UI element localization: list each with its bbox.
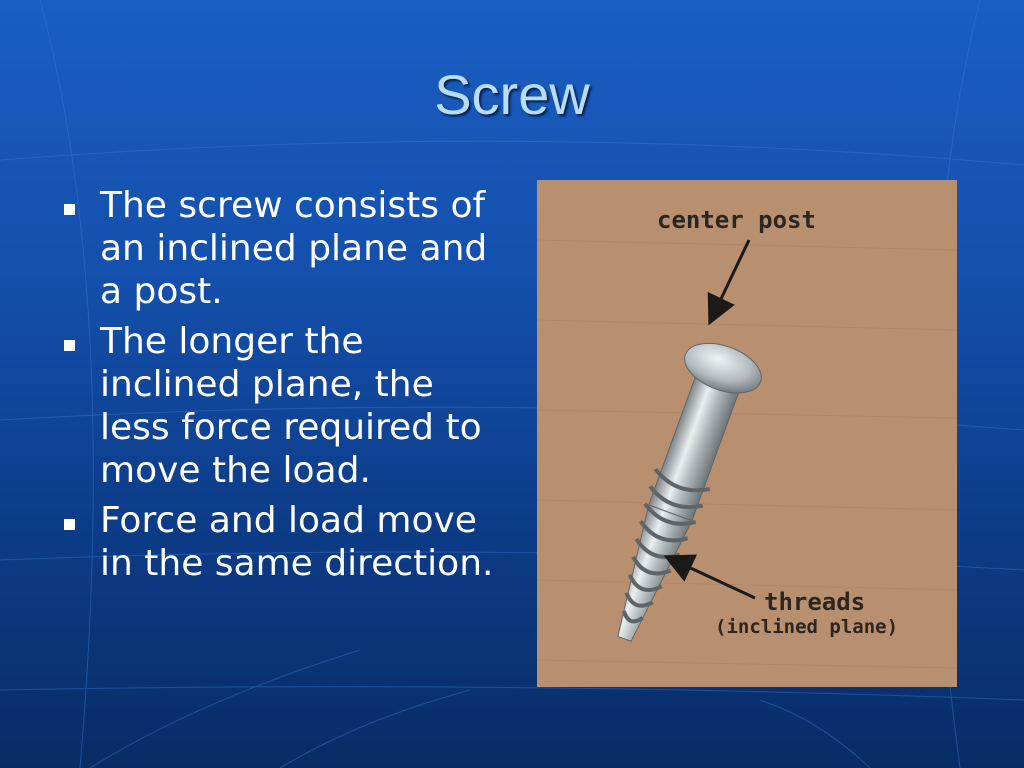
screw-body: [587, 334, 768, 653]
bullet-square-icon: [64, 519, 75, 530]
bullet-item: [62, 184, 512, 313]
bullet-text: The longer the inclined plane, the less force required to move the load.: [100, 321, 482, 491]
screw-photo: [537, 180, 957, 687]
bullet-item: [62, 320, 512, 492]
inclined-plane-label: (inclined plane): [715, 616, 899, 638]
center-post-label: center post: [657, 206, 816, 234]
threads-label: threads: [764, 588, 866, 616]
bullet-square-icon: [64, 340, 75, 351]
slide-title: Screw: [434, 63, 590, 126]
bullet-item: [62, 499, 512, 585]
screw-illustration: [537, 180, 957, 687]
bullet-text: The screw consists of an inclined plane and a post.: [100, 185, 488, 312]
bullet-list: [62, 184, 512, 592]
bullet-text: Force and load move in the same direction.: [100, 500, 494, 584]
bullet-square-icon: [64, 204, 75, 215]
